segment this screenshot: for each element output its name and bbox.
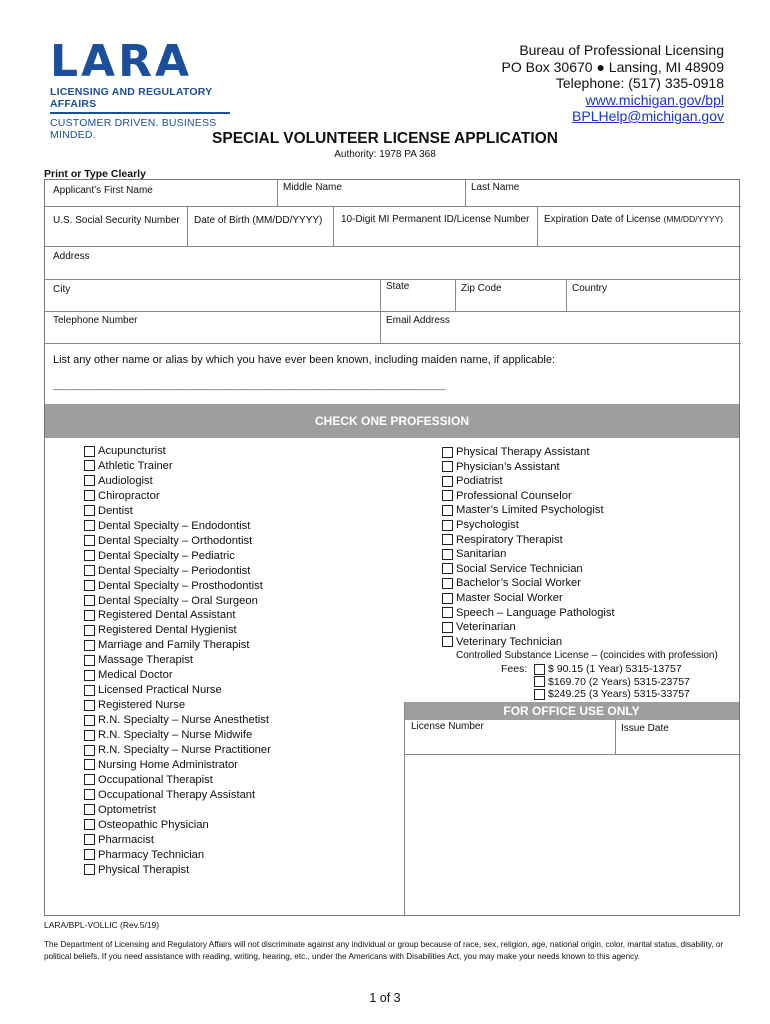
checkbox[interactable] [84,670,95,681]
profession-option[interactable] [84,623,237,637]
email-link[interactable]: BPLHelp@michigan.gov [572,108,724,124]
checkbox[interactable] [84,460,95,471]
zip-field[interactable]: Zip Code [461,283,502,294]
checkbox[interactable] [84,774,95,785]
checkbox[interactable] [84,759,95,770]
logo-divider [50,112,230,114]
nondiscrimination-notice: The Department of Licensing and Regulatory Affairs will not discriminate against any individual or group because of race, sex, religion, age, national origin, color, marital status, disability, or political beliefs. If you need assistance with reading, writing, hearing, etc., under the Americans with Disabilities Act, you may make your needs known to this agency. [44,940,724,961]
checkbox[interactable] [84,685,95,696]
checkbox-label: Social Service Technician [456,562,583,575]
logo-tagline-agency: LICENSING AND REGULATORY AFFAIRS [50,86,213,110]
office-use-header: FOR OFFICE USE ONLY [404,702,739,720]
checkbox[interactable] [84,640,95,651]
checkbox[interactable] [84,625,95,636]
checkbox-label: Speech – Language Pathologist [456,606,615,619]
profession-option[interactable] [84,848,204,862]
country-field[interactable]: Country [572,283,608,294]
profession-option[interactable] [442,562,583,576]
telephone-field[interactable]: Telephone Number [53,315,138,326]
checkbox[interactable] [84,715,95,726]
checkbox[interactable] [442,490,453,501]
profession-option[interactable] [84,638,250,652]
checkbox-label: Dental Specialty – Periodontist [98,564,251,577]
checkbox-label: R.N. Specialty – Nurse Midwife [98,729,253,742]
checkbox-label: Dental Specialty – Oral Surgeon [98,594,258,607]
checkbox-label: R.N. Specialty – Nurse Practitioner [98,744,271,756]
checkbox-label: Licensed Practical Nurse [98,684,222,697]
checkbox-label: Psychologist [456,519,519,531]
profession-option[interactable] [84,788,255,802]
checkbox[interactable] [84,595,95,606]
checkbox-label: Master’s Limited Psychologist [456,504,604,517]
checkbox-label: Nursing Home Administrator [98,758,238,771]
checkbox[interactable] [84,610,95,621]
checkbox-label: Massage Therapist [98,654,193,667]
checkbox-label: Dental Specialty – Endodontist [98,519,251,532]
profession-option[interactable] [84,743,271,757]
profession-option[interactable] [84,444,166,458]
checkbox[interactable] [442,461,453,472]
checkbox[interactable] [84,565,95,576]
checkbox[interactable] [534,689,545,700]
checkbox-label: $249.25 (3 Years) 5315-33757 [548,688,690,700]
mi-id-field[interactable]: 10-Digit MI Permanent ID/License Number [341,214,530,225]
fee-option[interactable] [534,687,690,701]
expiration-format: (MM/DD/YYYY) [663,214,724,224]
checkbox-label: Optometrist [98,803,156,816]
print-instruction: Print or Type Clearly [44,168,146,180]
issue-date-field: Issue Date [621,723,669,734]
checkbox-label: Master Social Worker [456,592,563,604]
form-code: LARA/BPL-VOLLIC (Rev.5/19) [44,920,160,930]
profession-option[interactable] [84,474,153,488]
checkbox[interactable] [84,580,95,591]
expiration-date-field[interactable] [544,214,723,225]
checkbox[interactable] [84,819,95,830]
profession-option[interactable] [84,683,222,697]
checkbox[interactable] [442,593,453,604]
website-link[interactable]: www.michigan.gov/bpl [585,91,724,108]
checkbox-label: Bachelor’s Social Worker [456,577,581,590]
checkbox-label: Podiatrist [456,475,503,488]
profession-option[interactable] [84,519,250,533]
profession-option[interactable] [442,518,519,532]
checkbox-label: Medical Doctor [98,669,173,682]
profession-option[interactable] [84,668,173,682]
checkbox[interactable] [84,655,95,666]
checkbox-label: Osteopathic Physician [98,818,209,831]
profession-option[interactable] [84,534,252,548]
checkbox[interactable] [84,834,95,845]
checkbox-label: Audiologist [98,474,153,487]
dob-field[interactable]: Date of Birth (MM/DD/YYYY) [194,215,323,226]
checkbox[interactable] [442,520,453,531]
checkbox-label: Chiropractor [98,489,160,502]
profession-option[interactable] [84,698,185,712]
checkbox-label: Registered Dental Hygienist [98,624,237,637]
profession-option[interactable] [84,653,193,667]
profession-header: CHECK ONE PROFESSION [45,404,739,438]
checkbox-label: Acupuncturist [98,445,166,457]
profession-option[interactable] [442,460,560,474]
last-name-field[interactable]: Last Name [471,182,520,193]
alias-input-line[interactable]: _________________________________________________________________________________________ [53,380,446,390]
bureau-name: Bureau of Professional Licensing [519,42,724,58]
checkbox[interactable] [442,476,453,487]
form-title: SPECIAL VOLUNTEER LICENSE APPLICATION [212,130,558,147]
checkbox[interactable] [84,446,95,457]
checkbox[interactable] [84,849,95,860]
checkbox-label: Registered Nurse [98,699,186,712]
controlled-substance-note: Controlled Substance License – (coincides with profession) [456,650,718,661]
checkbox[interactable] [442,549,453,560]
email-field[interactable]: Email Address [386,315,450,326]
ssn-field[interactable]: U.S. Social Security Number [53,215,180,226]
checkbox[interactable] [442,607,453,618]
profession-option[interactable] [84,564,250,578]
checkbox[interactable] [442,534,453,545]
checkbox[interactable] [442,578,453,589]
profession-option[interactable] [84,773,213,787]
profession-option[interactable] [442,606,615,620]
expiration-label: Expiration Date of License [544,214,661,225]
checkbox[interactable] [442,447,453,458]
telephone: Telephone: (517) 335-0918 [555,75,724,91]
profession-option[interactable] [84,579,263,593]
profession-option[interactable] [442,503,604,517]
checkbox-label: Dental Specialty – Orthodontist [98,534,253,547]
profession-option[interactable] [84,608,235,622]
lara-logo [50,36,240,141]
checkbox[interactable] [84,864,95,875]
profession-option[interactable] [442,635,562,649]
checkbox-label: Dentist [98,504,133,517]
profession-option[interactable] [84,803,156,817]
contact-block [502,42,725,125]
checkbox-label: $169.70 (2 Years) 5315-23757 [548,675,690,688]
checkbox-label: Respiratory Therapist [456,533,563,546]
profession-option[interactable] [442,620,516,634]
checkbox-label: Physical Therapy Assistant [456,446,590,458]
profession-option[interactable] [442,533,563,547]
authority-note: Authority: 1978 PA 368 [334,149,436,160]
profession-option[interactable] [442,591,563,605]
checkbox[interactable] [534,664,545,675]
profession-option[interactable] [442,576,581,590]
checkbox[interactable] [84,535,95,546]
profession-option[interactable] [84,863,189,877]
first-name-field[interactable]: Applicant’s First Name [53,185,153,196]
checkbox-label: Dental Specialty – Pediatric [98,549,235,562]
checkbox-label: Pharmacist [98,833,154,846]
checkbox-label: R.N. Specialty – Nurse Anesthetist [98,714,269,727]
checkbox-label: Marriage and Family Therapist [98,639,250,652]
city-field[interactable]: City [53,284,71,295]
checkbox[interactable] [84,550,95,561]
profession-option[interactable] [442,445,589,459]
checkbox[interactable] [442,636,453,647]
alias-question: List any other name or alias by which you have ever been known, including maiden name, if applicable: [53,354,556,366]
checkbox-label: Physical Therapist [98,863,190,876]
checkbox[interactable] [84,730,95,741]
checkbox[interactable] [442,622,453,633]
checkbox[interactable] [84,475,95,486]
profession-option[interactable] [84,833,154,847]
checkbox-label: Veterinary Technician [456,635,563,648]
profession-option[interactable] [442,474,503,488]
checkbox[interactable] [84,804,95,815]
profession-option[interactable] [442,489,572,503]
profession-option[interactable] [84,459,173,473]
checkbox-label: Registered Dental Assistant [98,609,236,622]
logo-tagline-motto: CUSTOMER DRIVEN. BUSINESS MINDED. [50,117,217,141]
profession-option[interactable] [84,713,269,727]
mailing-address: PO Box 30670 ● Lansing, MI 48909 [501,58,724,75]
checkbox[interactable] [84,490,95,501]
page-number: 1 of 3 [369,991,401,1005]
checkbox[interactable] [84,745,95,756]
fees-label: Fees: [501,663,528,675]
address-field[interactable]: Address [53,251,90,262]
checkbox[interactable] [84,789,95,800]
profession-option[interactable] [84,728,252,742]
state-field[interactable]: State [386,281,410,292]
checkbox[interactable] [84,520,95,531]
checkbox[interactable] [84,505,95,516]
checkbox-label: $ 90.15 (1 Year) 5315-13757 [548,663,682,675]
profession-option[interactable] [442,547,506,561]
checkbox[interactable] [84,700,95,711]
application-form [44,179,740,916]
checkbox[interactable] [442,505,453,516]
license-number-field: License Number [411,721,484,732]
profession-option[interactable] [84,758,238,772]
middle-name-field[interactable]: Middle Name [283,182,342,193]
checkbox-label: Occupational Therapist [98,773,213,786]
checkbox[interactable] [442,563,453,574]
checkbox-label: Athletic Trainer [98,459,173,472]
checkbox-label: Veterinarian [456,621,516,634]
profession-option[interactable] [84,489,160,503]
checkbox-label: Physician’s Assistant [456,460,560,473]
checkbox-label: Occupational Therapy Assistant [98,788,256,801]
profession-option[interactable] [84,504,133,518]
profession-option[interactable] [84,594,258,608]
checkbox-label: Sanitarian [456,548,507,561]
profession-option[interactable] [84,549,235,563]
logo-wordmark: LARA [50,36,193,87]
profession-option[interactable] [84,818,209,832]
checkbox-label: Dental Specialty – Prosthodontist [98,579,263,592]
checkbox-label: Pharmacy Technician [98,848,205,861]
checkbox[interactable] [534,676,545,687]
checkbox-label: Professional Counselor [456,489,572,502]
